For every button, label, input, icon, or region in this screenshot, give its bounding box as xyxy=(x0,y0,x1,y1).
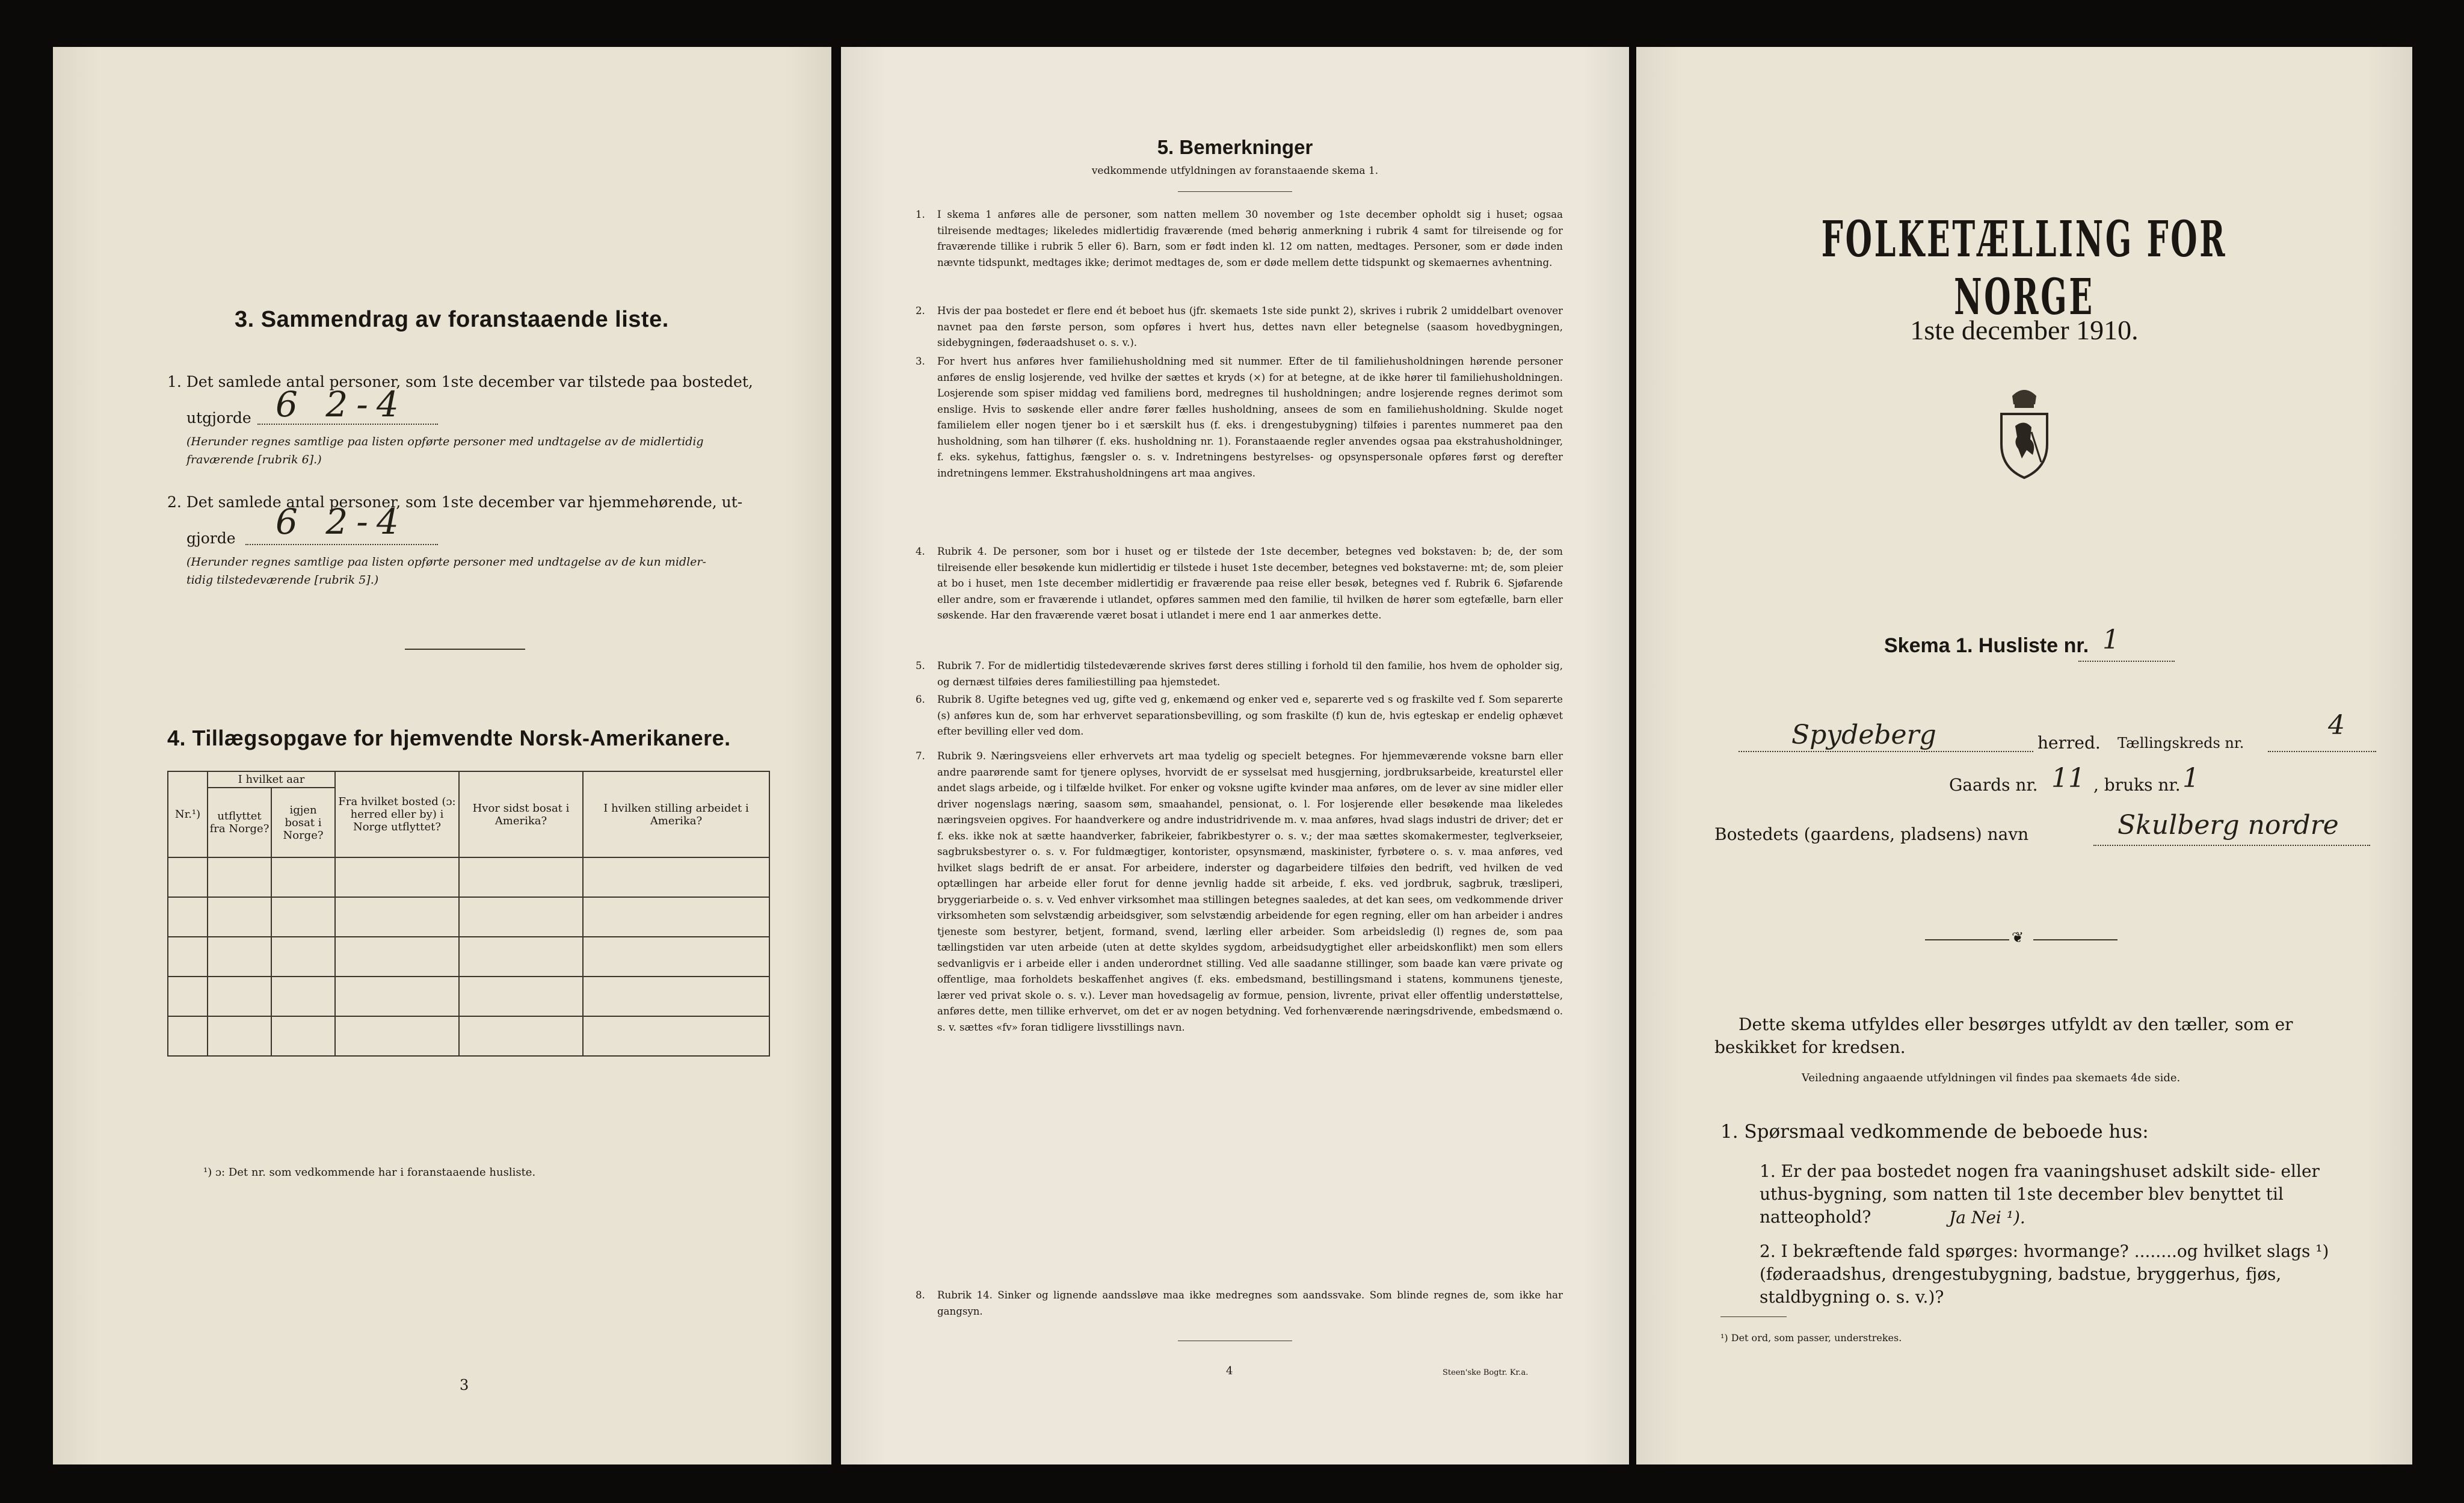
col-header-returned: igjen bosat i Norge? xyxy=(271,788,335,857)
ornament-rule-right xyxy=(2033,939,2118,940)
item1-line1: 1. Det samlede antal personer, som 1ste december var tilstede paa bostedet, xyxy=(167,373,753,390)
page-right xyxy=(1636,47,2412,1464)
printer-mark: Steen'ske Bogtr. Kr.a. xyxy=(1443,1368,1529,1377)
bruks-value: 1 xyxy=(2182,763,2199,794)
remarks-subheading: vedkommende utfyldningen av foranstaaende skema 1. xyxy=(1091,165,1379,177)
remark-text: For hvert hus anføres hver familiehusholdning med sit nummer. Efter de til familiehusholdningen hørende personer anføres de enslig losjerende, ved hvilke der sættes et kryds (×) for at betegne, at de ikke hører til familiehusholdningen. Losjerende som spiser middag ved familiens bord, medregnes til husholdningen; andre losjerende regnes derimot som enslige. Hvis to søskende eller andre fører fælles husholdning, ansees de som en familiehusholdning. Skulde noget familielem eller nogen tjener bo i et særskilt hus (f. eks. i drengestubygning) tilføies i parentes nummeret paa den husholdning, som han tilhører (f. eks. husholdning nr. 1). Foranstaaende regler anvendes ogsaa paa ekstrahusholdninger, f. eks. sykehus, fattighus, fængsler o. s. v. Indretningens bestyrelses- og opsynspersonale opføres først og derefter indretningens lemmer. Ekstrahusholdningens art maa angives. xyxy=(937,356,1563,479)
section4-heading: 4. Tillægsopgave for hjemvendte Norsk-Amerikanere. xyxy=(167,726,731,750)
remark-text: Rubrik 8. Ugifte betegnes ved ug, gifte ved g, enkemænd og enker ved e, separerte ved s og fraskilte ved f. Som separerte (s) anføres kun de, som har erhvervet separationsbevilling, og som fraskilte (f) kun de, hvis egteskap er endelig ophævet efter bevilling eller ved dom. xyxy=(937,694,1563,737)
remark-8 xyxy=(916,1288,1563,1319)
table-row xyxy=(168,1016,769,1056)
remark-num: 3. xyxy=(916,356,925,367)
kreds-label: Tællingskreds nr. xyxy=(2118,735,2244,752)
item1-note1: (Herunder regnes samtlige paa listen opførte personer med undtagelse av de midlertidig xyxy=(186,435,704,448)
question-1-answer: Ja Nei ¹). xyxy=(1949,1208,2025,1227)
col-header-emigrated: utflyttet fra Norge? xyxy=(208,788,271,857)
remark-7 xyxy=(916,748,1563,1035)
remark-6 xyxy=(916,692,1563,740)
section3-heading: 3. Sammendrag av foranstaaende liste. xyxy=(235,307,669,332)
norsk-amerikanere-table xyxy=(167,771,770,1057)
item2-note2: tidig tilstedeværende [rubrik 5].) xyxy=(186,573,379,587)
remark-num: 7. xyxy=(916,750,925,762)
table-row xyxy=(168,857,769,897)
remark-text: Rubrik 14. Sinker og lignende aandssløve maa ikke medregnes som aandssvake. Som blinde regnes de, som ikke har gangsyn. xyxy=(937,1289,1563,1317)
remark-num: 8. xyxy=(916,1289,925,1301)
footnote-rule xyxy=(1720,1316,1787,1317)
col-header-last-residence: Hvor sidst bosat i Amerika? xyxy=(459,771,583,857)
page-middle xyxy=(841,47,1629,1464)
item1-note2: fraværende [rubrik 6].) xyxy=(186,453,322,466)
schema-label: Skema 1. Husliste nr. xyxy=(1884,634,2089,657)
table-row xyxy=(168,937,769,977)
item1-handwritten-value: 6 2-4 xyxy=(276,384,407,425)
remark-5 xyxy=(916,658,1563,690)
remark-num: 2. xyxy=(916,305,925,316)
herred-line xyxy=(1739,751,2033,752)
gaards-label: Gaards nr. xyxy=(1949,775,2038,795)
question-2: 2. I bekræftende fald spørges: hvormange? ........og hvilket slags ¹) (føderaadshus, drengestubygning, badstue, bryggerhus, fjøs, staldbygning o. s. v.)? xyxy=(1760,1241,2329,1307)
remark-text: I skema 1 anføres alle de personer, som natten mellem 30 november og 1ste december opholdt sig i huset; ogsaa tilreisende medtages; likeledes midlertidig fraværende (med behørig anmerkning i rubrik 4 samt for tilreisende og for fraværende tillike i rubrik 5 eller 6). Barn, som er født inden kl. 12 om natten, medtages. Personer, som er døde inden nævnte tidspunkt, medtages ikke; derimot medtages de, som er døde mellem dette tidspunkt og skemaernes avhentning. xyxy=(937,209,1563,268)
item2-line1: 2. Det samlede antal personer, som 1ste december var hjemmehørende, ut- xyxy=(167,493,743,511)
husliste-nr-value: 1 xyxy=(2102,625,2119,655)
item2-note1: (Herunder regnes samtlige paa listen opførte personer med undtagelse av de kun midler- xyxy=(186,555,706,569)
remarks-heading: 5. Bemerkninger xyxy=(1157,136,1313,158)
ornament-icon: ❦ xyxy=(2012,929,2024,946)
bosted-label: Bostedets (gaardens, pladsens) navn xyxy=(1714,824,2029,844)
instruction-1: Dette skema utfyldes eller besørges utfyldt av den tæller, som er beskikket for kredsen. xyxy=(1714,1014,2293,1057)
bosted-value: Skulberg nordre xyxy=(2118,810,2339,841)
remark-2 xyxy=(916,303,1563,351)
herred-value: Spydeberg xyxy=(1791,720,1936,750)
kreds-value: 4 xyxy=(2328,710,2345,741)
separator-rule xyxy=(405,649,525,650)
question-1: 1. Er der paa bostedet nogen fra vaaningshuset adskilt side- eller uthus-bygning, som natten til 1ste december blev benyttet til natteophold? xyxy=(1760,1161,2320,1227)
kreds-line xyxy=(2268,751,2376,752)
remark-num: 5. xyxy=(916,660,925,671)
col-header-nr: Nr.¹) xyxy=(168,771,208,857)
col-header-from-where: Fra hvilket bosted (ɔ: herred eller by) i Norge utflyttet? xyxy=(335,771,459,857)
page-left xyxy=(53,47,831,1464)
remark-text: Hvis der paa bostedet er flere end ét beboet hus (jfr. skemaets 1ste side punkt 2), skrives i rubrik 2 umiddelbart ovenover navnet paa den første person, som opføres i hvert hus, dettes navn eller betegnelse (saasom hovedbygningen, sidebygningen, føderaadshuset o. s. v.). xyxy=(937,305,1563,348)
page-number: 3 xyxy=(460,1377,469,1393)
remark-num: 4. xyxy=(916,546,925,557)
remark-text: Rubrik 9. Næringsveiens eller erhvervets art maa tydelig og specielt betegnes. For hjemmeværende voksne barn eller andre paarørende samt for tjenere oplyses, hvorvidt de er sysselsat med husgjerning, jordbruksarbeide, kreaturstel eller andet slags arbeide, og i tilfælde hvilket. For enker og voksne ugifte kvinder maa anføres, om de lever av sine midler eller driver nogenslags næring, saasom søm, smaahandel, pensionat, o. l. For losjerende eller besøkende maa likeledes næringsveien opgives. For haandverkere og andre industridrivende m. v. maa anføres, hvad slags industri de driver; det er f. eks. ikke nok at sætte haandverker, fabrikeier, fabrikbestyrer o. s. v.; der maa sættes skomakermester, teglverkseier, sagbruksbestyrer o. s. v. For fuldmægtiger, kontorister, opsynsmænd, maskinister, fyrbøtere o. s. v. maa anføres, ved hvilket slags bedrift de er ansat. For arbeidere, inderster og dagarbeidere tilføies den bedrift, ved hvilken de ved optællingen har arbeide eller forut for denne jevnlig hadde sit arbeide, f. eks. ved jordbruk, sagbruk, træsliperi, bryggeriarbeide o. s. v. Ved enhver virksomhet maa stillingen betegnes saaledes, at det kan sees, om vedkommende driver virksomheten som selvstændig arbeidsgiver, som selvstændig arbeidende for egen regning, eller om han arbeider i andres tjeneste som bestyrer, betjent, formand, svend, lærling eller arbeider. Som arbeidsledig (l) regnes de, som paa tællingstiden var uten arbeide (uten at dette skyldes sygdom, arbeidsudygtighet eller arbeidskonflikt) men som ellers sedvanligvis er i arbeide eller i anden underordnet stilling. Ved alle saadanne stillinger, som baade kan være private og offentlige, maa forholdets beskaffenhet angives (f. eks. embedsmand, bestillingsmand i statens, kommunens tjeneste, lærer ved privat skole o. s. v.). Lever man hovedsagelig av formue, pension, livrente, privat eller offentlig understøttelse, anføres dette, men tillike erhvervet, om det er av nogen betydning. Ved forhenværende næringsdrivende, embedsmænd o. s. v. sættes «fv» foran tidligere livsstillings navn. xyxy=(937,750,1563,1033)
item1-dotted-line xyxy=(257,424,438,425)
husliste-nr-line xyxy=(2078,661,2175,662)
gaards-value: 11 xyxy=(2051,763,2085,794)
ornament-rule-left xyxy=(1925,939,2009,940)
remark-text: Rubrik 7. For de midlertidig tilstedeværende skrives først deres stilling i forhold til den familie, hos hvem de opholder sig, og dernæst tilføies deres familiestilling paa hjemstedet. xyxy=(937,660,1563,688)
table-row xyxy=(168,897,769,937)
page-number: 4 xyxy=(1226,1365,1233,1377)
col-header-year-group: I hvilket aar xyxy=(208,771,335,788)
item2-label: gjorde xyxy=(186,529,236,547)
remark-num: 6. xyxy=(916,694,925,705)
table-row xyxy=(168,977,769,1016)
herred-label: herred. xyxy=(2037,733,2101,753)
item2-dotted-line xyxy=(245,544,438,545)
remark-4 xyxy=(916,544,1563,624)
question-heading: 1. Spørsmaal vedkommende de beboede hus: xyxy=(1720,1121,2149,1143)
remark-3 xyxy=(916,354,1563,481)
remark-1 xyxy=(916,207,1563,271)
section4-footnote: ¹) ɔ: Det nr. som vedkommende har i foranstaaende husliste. xyxy=(203,1166,536,1179)
item1-label: utgjorde xyxy=(186,409,251,427)
norway-coat-of-arms-icon xyxy=(1988,384,2060,480)
instruction-2: Veiledning angaaende utfyldningen vil findes paa skemaets 4de side. xyxy=(1802,1072,2181,1084)
census-title: FOLKETÆLLING FOR NORGE xyxy=(1821,211,2228,326)
col-header-position: I hvilken stilling arbeidet i Amerika? xyxy=(583,771,769,857)
remark-text: Rubrik 4. De personer, som bor i huset og er tilstede der 1ste december, betegnes ved bokstaven: b; de, der som tilreisende eller besøkende kun midlertidig er tilstede i huset 1ste december, betegnes ved bokstaverne: mt; de, som pleier at bo i huset, men 1ste december midlertidig er fraværende paa reise eller besøk, betegnes ved f. Rubrik 6. Sjøfarende eller andre, som er fraværende i utlandet, opføres sammen med den familie, til hvilken de hører som egtefælle, barn eller søskende. Har den fraværende været bosat i utlandet i mere end 1 aar anmerkes dette. xyxy=(937,546,1563,621)
bosted-line xyxy=(2093,845,2370,846)
census-date: 1ste december 1910. xyxy=(1910,315,2139,345)
bruks-label: , bruks nr. xyxy=(2093,775,2181,795)
remark-num: 1. xyxy=(916,209,925,220)
item2-handwritten-value: 6 2-4 xyxy=(276,501,407,542)
remarks-rule xyxy=(1178,191,1292,192)
footnote: ¹) Det ord, som passer, understrekes. xyxy=(1720,1332,1902,1344)
